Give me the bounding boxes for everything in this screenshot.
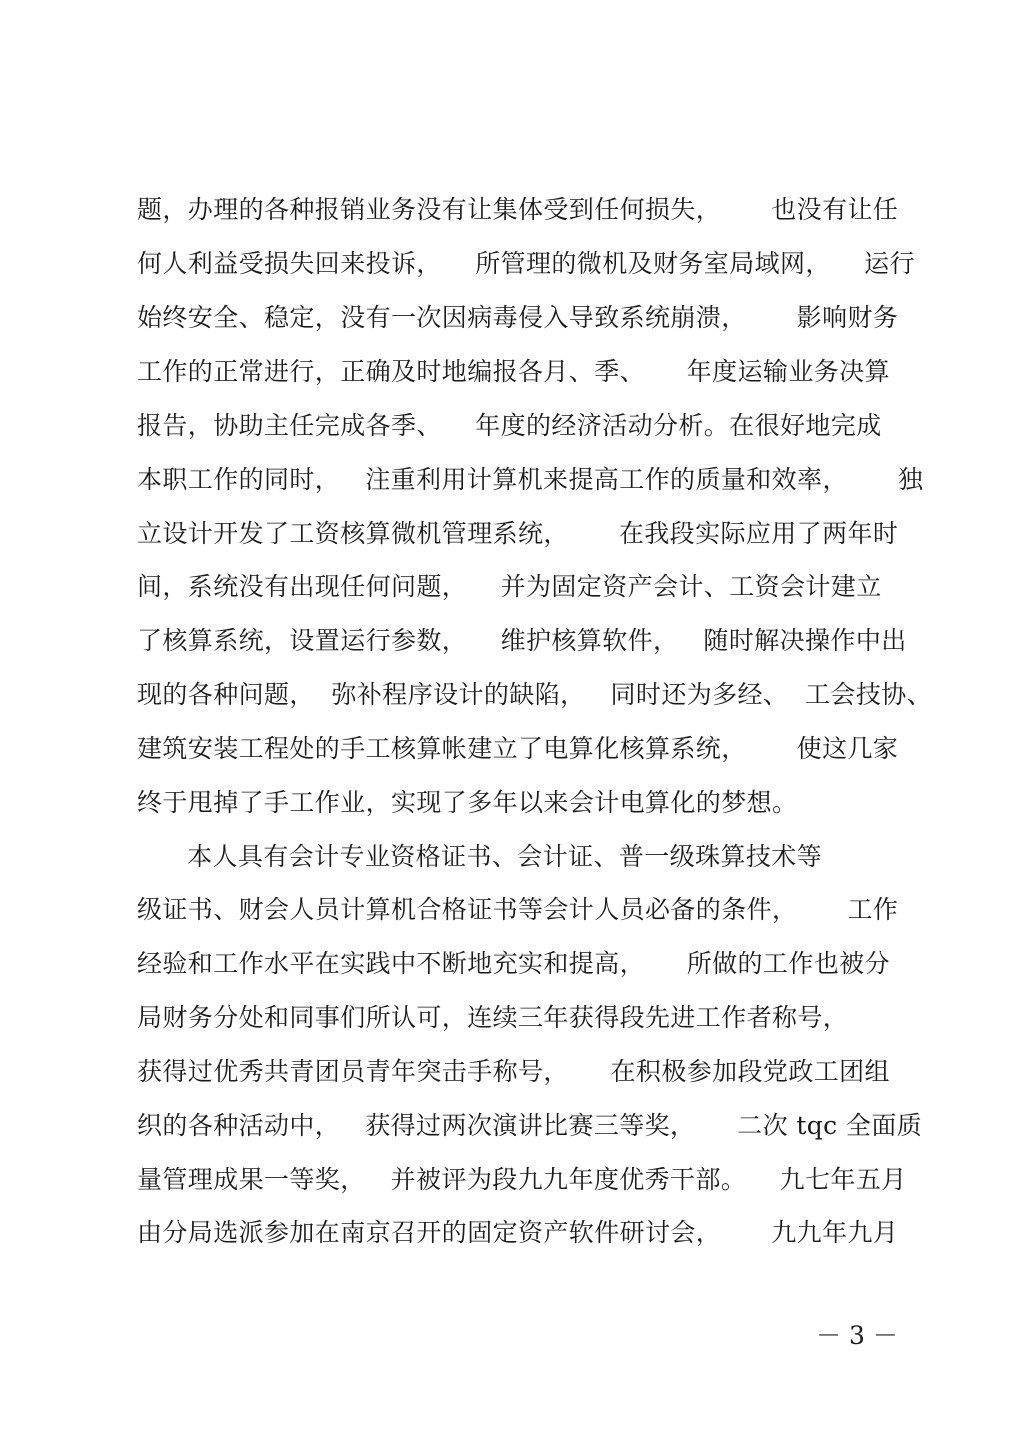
text-line: 量管理成果一等奖， 并被评为段九九年度优秀干部。 九七年五月 bbox=[137, 1165, 907, 1194]
text-line: 本职工作的同时， 注重利用计算机来提高工作的质量和效率， 独 bbox=[137, 465, 924, 494]
text-line: 局财务分处和同事们所认可，连续三年获得段先进工作者称号， bbox=[137, 1003, 849, 1032]
text-line: 织的各种活动中， 获得过两次演讲比赛三等奖， 二次 tqc 全面质 bbox=[137, 1111, 923, 1140]
text-line: 何人利益受损失回来投诉， 所管理的微机及财务室局域网， 运行 bbox=[137, 249, 915, 278]
text-line: 建筑安装工程处的手工核算帐建立了电算化核算系统， 使这几家 bbox=[137, 734, 899, 763]
text-line: 始终安全、稳定，没有一次因病毒侵入导致系统崩溃， 影响财务 bbox=[137, 303, 899, 332]
text-line: 级证书、财会人员计算机合格证书等会计人员必备的条件， 工作 bbox=[137, 895, 899, 924]
text-line: 现的各种问题， 弥补程序设计的缺陷， 同时还为多经、 工会技协、 bbox=[137, 680, 933, 709]
text-line: 终于甩掉了手工作业，实现了多年以来会计电算化的梦想。 bbox=[137, 788, 798, 817]
text-line: 立设计开发了工资核算微机管理系统， 在我段实际应用了两年时 bbox=[137, 519, 899, 548]
text-line: 工作的正常进行，正确及时地编报各月、季、 年度运输业务决算 bbox=[137, 357, 890, 386]
text-line: 题，办理的各种报销业务没有让集体受到任何损失， 也没有让任 bbox=[137, 195, 899, 224]
text-line: 报告，协助主任完成各季、 年度的经济活动分析。在很好地完成 bbox=[137, 411, 882, 440]
text-line: 由分局选派参加在南京召开的固定资产软件研讨会， 九九年九月 bbox=[137, 1218, 899, 1247]
text-line: 本人具有会计专业资格证书、会计证、普一级珠算技术等 bbox=[137, 842, 823, 871]
page-number: － 3 － bbox=[816, 1321, 898, 1350]
text-line: 间，系统没有出现任何问题， 并为固定资产会计、工资会计建立 bbox=[137, 572, 882, 601]
text-line: 经验和工作水平在实践中不断地充实和提高， 所做的工作也被分 bbox=[137, 949, 890, 978]
text-line: 了核算系统，设置运行参数， 维护核算软件， 随时解决操作中出 bbox=[137, 626, 907, 655]
text-line: 获得过优秀共青团员青年突击手称号， 在积极参加段党政工团组 bbox=[137, 1057, 890, 1086]
